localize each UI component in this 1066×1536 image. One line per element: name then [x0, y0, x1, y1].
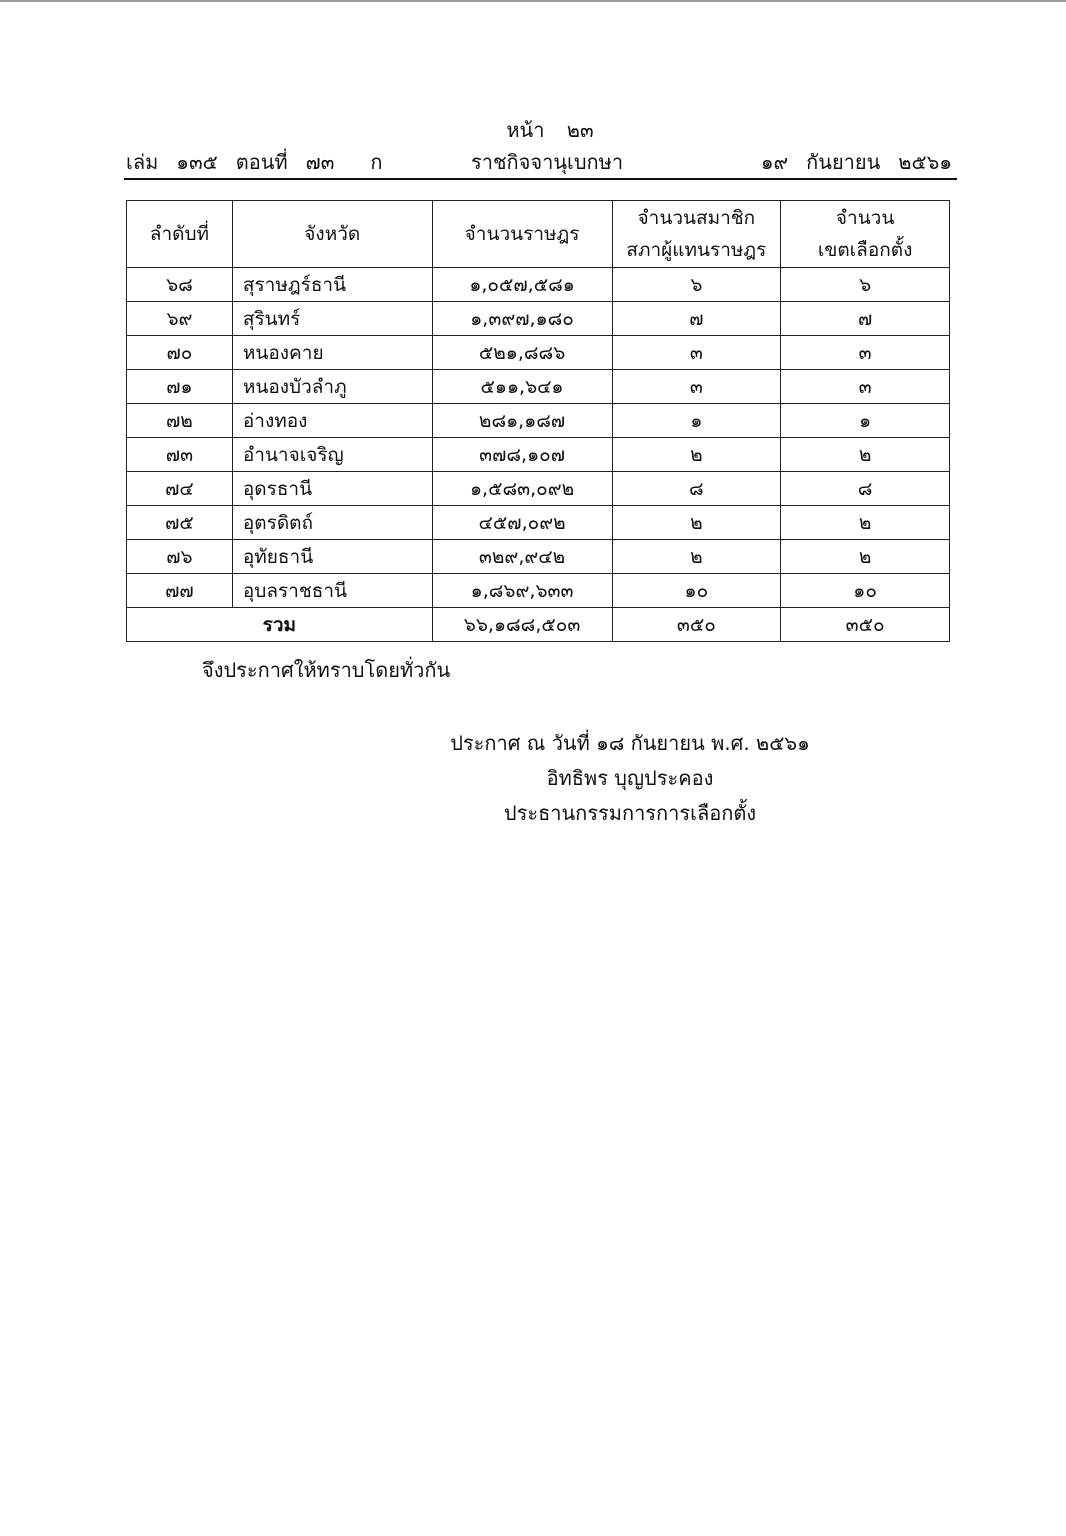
row-members: ๒: [612, 438, 781, 472]
row-province: อำนาจเจริญ: [232, 438, 432, 472]
table-row: [127, 268, 950, 302]
row-province: สุราษฎร์ธานี: [232, 268, 432, 302]
districts-header-line2: เขตเลือกตั้ง: [817, 239, 913, 261]
table-row: [127, 472, 950, 506]
column-header-province: จังหวัด: [232, 201, 432, 268]
districts-header-line1: จำนวน: [835, 207, 895, 229]
section-letter: ก: [370, 150, 383, 174]
row-districts: ๒: [781, 438, 950, 472]
table-row: [127, 438, 950, 472]
row-population: ๓๗๘,๑๐๗: [432, 438, 612, 472]
volume-number: ๑๓๕: [176, 150, 218, 174]
row-districts: ๓: [781, 336, 950, 370]
top-border-rule: [0, 0, 1066, 2]
total-population: ๖๖,๑๘๘,๕๐๓: [432, 608, 612, 642]
volume-info: [126, 146, 382, 178]
row-order: ๗๐: [127, 336, 233, 370]
column-header-order: ลำดับที่: [127, 201, 233, 268]
row-order: ๗๓: [127, 438, 233, 472]
row-order: ๖๘: [127, 268, 233, 302]
row-population: ๔๕๗,๐๙๒: [432, 506, 612, 540]
page-label: หน้า: [506, 118, 545, 142]
table-row: [127, 370, 950, 404]
row-population: ๑,๕๘๓,๐๙๒: [432, 472, 612, 506]
date-year: ๒๕๖๑: [898, 150, 952, 174]
row-order: ๗๕: [127, 506, 233, 540]
row-province: อุบลราชธานี: [232, 574, 432, 608]
row-districts: ๗: [781, 302, 950, 336]
publication-name: ราชกิจจานุเบกษา: [471, 150, 624, 174]
row-districts: ๓: [781, 370, 950, 404]
row-districts: ๒: [781, 540, 950, 574]
header-divider: [124, 178, 957, 180]
row-districts: ๖: [781, 268, 950, 302]
gazette-header: [126, 146, 956, 178]
row-population: ๕๒๑,๘๘๖: [432, 336, 612, 370]
row-districts: ๘: [781, 472, 950, 506]
volume-label: เล่ม: [126, 150, 159, 174]
total-label: รวม: [127, 608, 433, 642]
row-order: ๖๙: [127, 302, 233, 336]
column-header-districts: [781, 201, 950, 268]
row-population: ๕๑๑,๖๔๑: [432, 370, 612, 404]
row-districts: ๑: [781, 404, 950, 438]
section-number: ๗๓: [305, 150, 335, 174]
row-members: ๒: [612, 506, 781, 540]
row-order: ๗๔: [127, 472, 233, 506]
row-members: ๓: [612, 336, 781, 370]
row-districts: ๒: [781, 506, 950, 540]
row-province: อ่างทอง: [232, 404, 432, 438]
row-order: ๗๒: [127, 404, 233, 438]
row-population: ๑,๓๙๗,๑๘๐: [432, 302, 612, 336]
row-province: หนองบัวลำภู: [232, 370, 432, 404]
row-members: ๑๐: [612, 574, 781, 608]
table-row: [127, 540, 950, 574]
province-table: [126, 200, 950, 642]
row-order: ๗๗: [127, 574, 233, 608]
row-members: ๖: [612, 268, 781, 302]
table-row: [127, 506, 950, 540]
announcement-date: ประกาศ ณ วันที่ ๑๘ กันยายน พ.ศ. ๒๕๖๑: [450, 731, 810, 755]
table-row: [127, 404, 950, 438]
section-label: ตอนที่: [235, 150, 288, 174]
table-row: [127, 302, 950, 336]
row-order: ๗๑: [127, 370, 233, 404]
row-province: อุดรธานี: [232, 472, 432, 506]
total-districts: ๓๕๐: [781, 608, 950, 642]
page-number-line: [0, 114, 1066, 146]
signature-block: [380, 726, 880, 831]
signatory-name: อิทธิพร บุญประคอง: [546, 766, 714, 790]
row-members: ๗: [612, 302, 781, 336]
row-province: สุรินทร์: [232, 302, 432, 336]
row-population: ๑,๘๖๙,๖๓๓: [432, 574, 612, 608]
row-members: ๒: [612, 540, 781, 574]
total-members: ๓๕๐: [612, 608, 781, 642]
row-order: ๗๖: [127, 540, 233, 574]
date-month: กันยายน: [806, 150, 881, 174]
table-header-row: [127, 201, 950, 268]
table-row: [127, 336, 950, 370]
publication-date: [761, 146, 952, 178]
row-members: ๘: [612, 472, 781, 506]
row-population: ๑,๐๕๗,๕๘๑: [432, 268, 612, 302]
page-number: ๒๓: [566, 118, 594, 142]
row-members: ๑: [612, 404, 781, 438]
members-header-line2: สภาผู้แทนราษฎร: [626, 239, 767, 261]
members-header-line1: จำนวนสมาชิก: [637, 207, 756, 229]
total-row: [127, 608, 950, 642]
column-header-population: จำนวนราษฎร: [432, 201, 612, 268]
row-members: ๓: [612, 370, 781, 404]
signatory-title: ประธานกรรมการการเลือกตั้ง: [503, 801, 757, 825]
row-districts: ๑๐: [781, 574, 950, 608]
announcement-text: จึงประกาศให้ทราบโดยทั่วกัน: [202, 658, 451, 682]
date-day: ๑๙: [760, 150, 789, 174]
row-province: อุทัยธานี: [232, 540, 432, 574]
row-population: ๒๘๑,๑๘๗: [432, 404, 612, 438]
table-row: [127, 574, 950, 608]
row-population: ๓๒๙,๙๔๒: [432, 540, 612, 574]
row-province: หนองคาย: [232, 336, 432, 370]
row-province: อุตรดิตถ์: [232, 506, 432, 540]
column-header-members: [612, 201, 781, 268]
